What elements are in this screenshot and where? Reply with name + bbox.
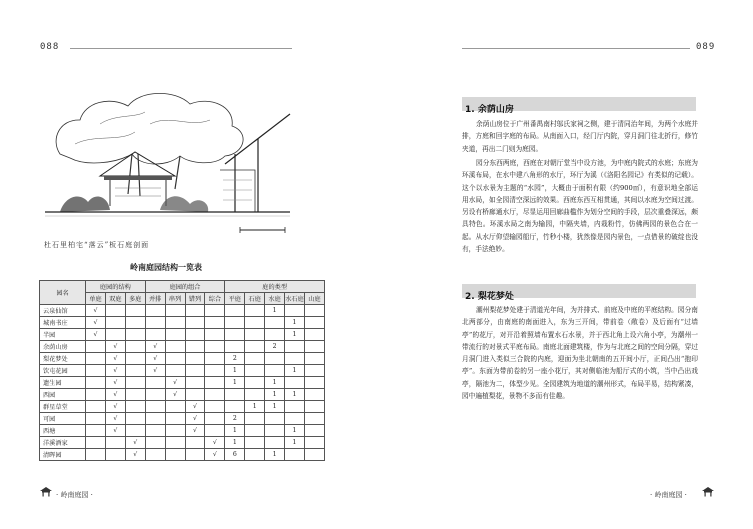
table-row xyxy=(40,329,325,341)
table-cell: √ xyxy=(205,437,225,449)
table-row xyxy=(40,449,325,461)
table-cell: 2 xyxy=(225,413,245,425)
table-cell: 1 xyxy=(265,377,285,389)
table-cell xyxy=(205,425,225,437)
table-cell xyxy=(86,389,106,401)
table-cell xyxy=(165,425,185,437)
table-row xyxy=(40,413,325,425)
table-cell xyxy=(185,329,205,341)
table-cell xyxy=(86,365,106,377)
garden-name-cell: 遗生园 xyxy=(40,377,86,389)
table-cell: √ xyxy=(125,449,145,461)
table-cell: √ xyxy=(105,389,125,401)
table-cell xyxy=(245,377,265,389)
right-footer: · 岭南庭园 · xyxy=(650,491,687,499)
table-cell xyxy=(245,425,265,437)
table-cell xyxy=(105,317,125,329)
table-cell xyxy=(304,449,324,461)
table-cell xyxy=(304,341,324,353)
table-cell xyxy=(125,401,145,413)
table-cell xyxy=(225,341,245,353)
table-cell xyxy=(245,317,265,329)
table-cell xyxy=(245,437,265,449)
table-cell: 1 xyxy=(225,377,245,389)
table-cell xyxy=(165,341,185,353)
table-sub-header: 水庭 xyxy=(265,293,285,305)
table-row xyxy=(40,389,325,401)
table-cell xyxy=(105,305,125,317)
table-cell xyxy=(205,365,225,377)
table-cell xyxy=(185,377,205,389)
table-cell xyxy=(265,437,285,449)
table-cell: √ xyxy=(105,377,125,389)
table-sub-header: 并排 xyxy=(145,293,165,305)
table-cell xyxy=(105,437,125,449)
table-cell: 1 xyxy=(265,401,285,413)
garden-name-cell: 半园 xyxy=(40,329,86,341)
table-cell xyxy=(86,437,106,449)
garden-name-cell: 饮屯花园 xyxy=(40,365,86,377)
section-title: 1. 余荫山房 xyxy=(465,105,514,115)
table-cell xyxy=(285,413,305,425)
table-cell: √ xyxy=(145,341,165,353)
table-row xyxy=(40,317,325,329)
table-cell: √ xyxy=(105,413,125,425)
garden-name-cell: 梨花梦处 xyxy=(40,353,86,365)
table-cell: √ xyxy=(105,365,125,377)
table-cell xyxy=(225,329,245,341)
table-cell xyxy=(245,341,265,353)
table-cell xyxy=(125,317,145,329)
table-cell: 1 xyxy=(225,425,245,437)
table-group-header: 庭园的结构 xyxy=(86,281,146,293)
table-row xyxy=(40,425,325,437)
table-cell xyxy=(145,437,165,449)
table-row xyxy=(40,401,325,413)
right-page-number: 089 xyxy=(696,42,716,52)
table-cell: 2 xyxy=(265,341,285,353)
section-title: 2. 梨花梦处 xyxy=(465,292,514,302)
pavilion-icon xyxy=(40,487,52,497)
pavilion-icon xyxy=(702,487,714,497)
table-cell xyxy=(145,413,165,425)
table-cell xyxy=(205,329,225,341)
table-sub-header: 综合 xyxy=(205,293,225,305)
table-cell xyxy=(125,365,145,377)
table-cell xyxy=(185,437,205,449)
table-cell xyxy=(285,341,305,353)
table-cell xyxy=(165,317,185,329)
garden-name-cell: 清晖园 xyxy=(40,449,86,461)
table-cell xyxy=(225,401,245,413)
table-cell xyxy=(185,353,205,365)
table-cell xyxy=(304,413,324,425)
table-cell xyxy=(185,305,205,317)
table-cell xyxy=(165,437,185,449)
table-cell xyxy=(125,353,145,365)
table-sub-header: 石庭 xyxy=(245,293,265,305)
table-row xyxy=(40,341,325,353)
table-cell xyxy=(86,449,106,461)
table-cell: √ xyxy=(165,389,185,401)
table-cell xyxy=(145,377,165,389)
section-title-bar xyxy=(462,284,696,302)
table-cell xyxy=(125,413,145,425)
garden-name-cell: 群星草堂 xyxy=(40,401,86,413)
table-cell xyxy=(86,413,106,425)
table-cell xyxy=(86,377,106,389)
table-cell: √ xyxy=(185,413,205,425)
table-cell: √ xyxy=(105,353,125,365)
table-cell xyxy=(165,353,185,365)
section-paragraph: 园分东西两庭，西庭在对朝厅堂当中设方池，为中庭内院式的水庭；东庭为环溪布局，在水中建八角形的水厅，环厅为溪（《洛阳名园记》有类似的记载）。这个以水景为主题的“水园”，大概由于面积有限（约900㎡），有意识地全部运用水局，如全园清空深远的效果。西庭东西互相贯通，其间以水庭为空间过渡。另设有桥廊通水厅，尽显运用回廊曲槛作为划分空间的手段，层次重叠深远，颇具特色。环溪水局之南为输园，中隔夹墙，内栽粉竹，仿佛两园的景色合在一起。从水厅仰望输园船厅，竹秒小楼，犹然像是园内景色，一点借景的破绽也没有，手法绝妙。 xyxy=(462,159,698,254)
table-cell xyxy=(304,377,324,389)
table-cell xyxy=(304,353,324,365)
table-sub-header: 双庭 xyxy=(105,293,125,305)
table-cell xyxy=(285,401,305,413)
table-cell: √ xyxy=(105,425,125,437)
table-cell xyxy=(125,341,145,353)
table-cell xyxy=(304,317,324,329)
table-cell xyxy=(205,353,225,365)
table-row xyxy=(40,437,325,449)
table-cell xyxy=(265,353,285,365)
garden-section-sketch xyxy=(40,84,295,244)
table-cell: 1 xyxy=(285,317,305,329)
table-sub-header: 串列 xyxy=(165,293,185,305)
table-cell: 1 xyxy=(265,305,285,317)
table-sub-header: 平庭 xyxy=(225,293,245,305)
table-cell: 1 xyxy=(285,389,305,401)
table-cell: √ xyxy=(86,305,106,317)
table-cell xyxy=(205,317,225,329)
table-cell xyxy=(285,353,305,365)
table-cell xyxy=(245,353,265,365)
table-cell xyxy=(225,305,245,317)
table-cell xyxy=(265,329,285,341)
table-cell xyxy=(185,341,205,353)
table-cell xyxy=(205,305,225,317)
table-cell: √ xyxy=(185,425,205,437)
table-cell xyxy=(285,377,305,389)
table-sub-header: 山庭 xyxy=(304,293,324,305)
table-row xyxy=(40,305,325,317)
table-cell: 1 xyxy=(265,389,285,401)
table-cell xyxy=(285,305,305,317)
table-cell xyxy=(245,449,265,461)
garden-name-cell: 可园 xyxy=(40,413,86,425)
table-cell: √ xyxy=(145,353,165,365)
table-cell: 1 xyxy=(285,329,305,341)
left-page-number: 088 xyxy=(40,42,60,52)
table-cell xyxy=(165,413,185,425)
table-cell: 1 xyxy=(285,437,305,449)
table-cell: 1 xyxy=(285,425,305,437)
table-cell: 6 xyxy=(225,449,245,461)
garden-name-cell: 西园 xyxy=(40,389,86,401)
table-cell: 2 xyxy=(225,353,245,365)
table-group-header: 庭园的组合 xyxy=(145,281,225,293)
table-sub-header: 水石庭 xyxy=(285,293,305,305)
table-cell xyxy=(125,389,145,401)
table-cell xyxy=(265,317,285,329)
table-cell: 1 xyxy=(245,401,265,413)
table-group-header: 庭的类型 xyxy=(225,281,325,293)
table-sub-header: 多庭 xyxy=(125,293,145,305)
table-cell: 1 xyxy=(225,365,245,377)
table-cell xyxy=(265,425,285,437)
table-cell: √ xyxy=(86,317,106,329)
table-cell xyxy=(225,317,245,329)
table-cell: 1 xyxy=(265,449,285,461)
table-cell xyxy=(165,365,185,377)
table-cell xyxy=(245,329,265,341)
table-cell xyxy=(145,449,165,461)
table-name-header: 园名 xyxy=(40,281,86,305)
table-cell xyxy=(125,377,145,389)
table-cell xyxy=(145,317,165,329)
table-cell xyxy=(265,413,285,425)
garden-name-cell: 余荫山房 xyxy=(40,341,86,353)
table-sub-header: 单庭 xyxy=(86,293,106,305)
table-cell: 1 xyxy=(285,365,305,377)
table-cell: √ xyxy=(185,401,205,413)
table-cell xyxy=(304,437,324,449)
garden-name-cell: 洋溪酒家 xyxy=(40,437,86,449)
figure-caption: 杜石里柏宅“落云”板石庭剖面 xyxy=(44,241,150,249)
table-cell xyxy=(86,341,106,353)
table-cell xyxy=(205,341,225,353)
table-cell xyxy=(145,401,165,413)
table-cell xyxy=(165,305,185,317)
section-paragraph: 余荫山房位于广州番禺南村邬氏家祠之侧，建于清同治年间，为两个水庭并排，方庭和回字庭的布局。从南面入口，经门厅内院，穿月洞门往北折行，修竹夹道，再出二门则为庭园。 xyxy=(462,120,698,153)
table-cell xyxy=(105,329,125,341)
table-cell xyxy=(205,389,225,401)
table-cell xyxy=(185,317,205,329)
garden-structure-table xyxy=(39,280,325,461)
table-cell xyxy=(145,329,165,341)
table-cell xyxy=(125,329,145,341)
table-cell xyxy=(125,305,145,317)
table-cell xyxy=(145,389,165,401)
table-cell xyxy=(265,365,285,377)
table-cell xyxy=(245,413,265,425)
table-cell xyxy=(86,425,106,437)
table-cell xyxy=(205,401,225,413)
table-title: 岭南庭园结构一览表 xyxy=(130,262,202,272)
table-cell xyxy=(165,449,185,461)
left-footer: · 岭南庭园 · xyxy=(56,491,93,499)
section-paragraph: 潮州梨花梦处建于清道光年间，为并排式、前庭及中庭的平庭结构。园分南北两部分，由南庭的南面进入，东为三开间，带前卷（敞卷）及后面有“过墙亭”的花厅，对开沿着照墙布置水石水景，并于西北角上设六角小亭，为潮州一带流行的对景式平庭布局。南庭北面建筑楼，作为与北庭之间的空间分隔，穿过月洞门进入类似三合院的内庭，迎面为坐北朝南的五开间小厅，正间凸出“抱印亭”。东面为带前卷的另一座小花厅，其对侧临池为船厅式的小筑，当中凸出戏亭，隔池为二，体型少见。全园建筑为地道的潮州形式，布局平易，结构紧凑，园中遍植梨花，景物不多而有佳趣。 xyxy=(462,306,698,401)
table-cell xyxy=(145,425,165,437)
table-row xyxy=(40,377,325,389)
section-title-bar xyxy=(462,97,696,115)
table-cell xyxy=(165,401,185,413)
table-cell xyxy=(86,353,106,365)
table-cell xyxy=(304,401,324,413)
table-cell xyxy=(245,389,265,401)
table-cell xyxy=(125,425,145,437)
table-row xyxy=(40,365,325,377)
left-header-rule xyxy=(70,48,292,49)
table-cell: √ xyxy=(145,365,165,377)
table-cell xyxy=(185,365,205,377)
table-cell xyxy=(245,365,265,377)
table-cell xyxy=(304,389,324,401)
right-header-rule xyxy=(462,48,690,49)
table-cell: √ xyxy=(165,377,185,389)
table-cell: √ xyxy=(205,449,225,461)
table-cell xyxy=(185,389,205,401)
table-cell xyxy=(105,449,125,461)
table-cell xyxy=(285,449,305,461)
table-cell: √ xyxy=(125,437,145,449)
table-sub-header: 错列 xyxy=(185,293,205,305)
table-cell xyxy=(304,365,324,377)
table-cell: 1 xyxy=(225,437,245,449)
table-cell xyxy=(245,305,265,317)
garden-name-cell: 西塘 xyxy=(40,425,86,437)
table-cell xyxy=(225,389,245,401)
table-cell xyxy=(165,329,185,341)
garden-name-cell: 云泉仙馆 xyxy=(40,305,86,317)
table-cell xyxy=(304,425,324,437)
table-cell xyxy=(205,377,225,389)
table-cell xyxy=(304,329,324,341)
table-cell xyxy=(145,305,165,317)
table-row xyxy=(40,353,325,365)
garden-name-cell: 城南书庄 xyxy=(40,317,86,329)
table-cell xyxy=(304,305,324,317)
table-cell: √ xyxy=(105,401,125,413)
table-cell xyxy=(86,401,106,413)
table-cell: √ xyxy=(105,341,125,353)
table-cell: √ xyxy=(86,329,106,341)
table-cell xyxy=(205,413,225,425)
table-cell xyxy=(185,449,205,461)
